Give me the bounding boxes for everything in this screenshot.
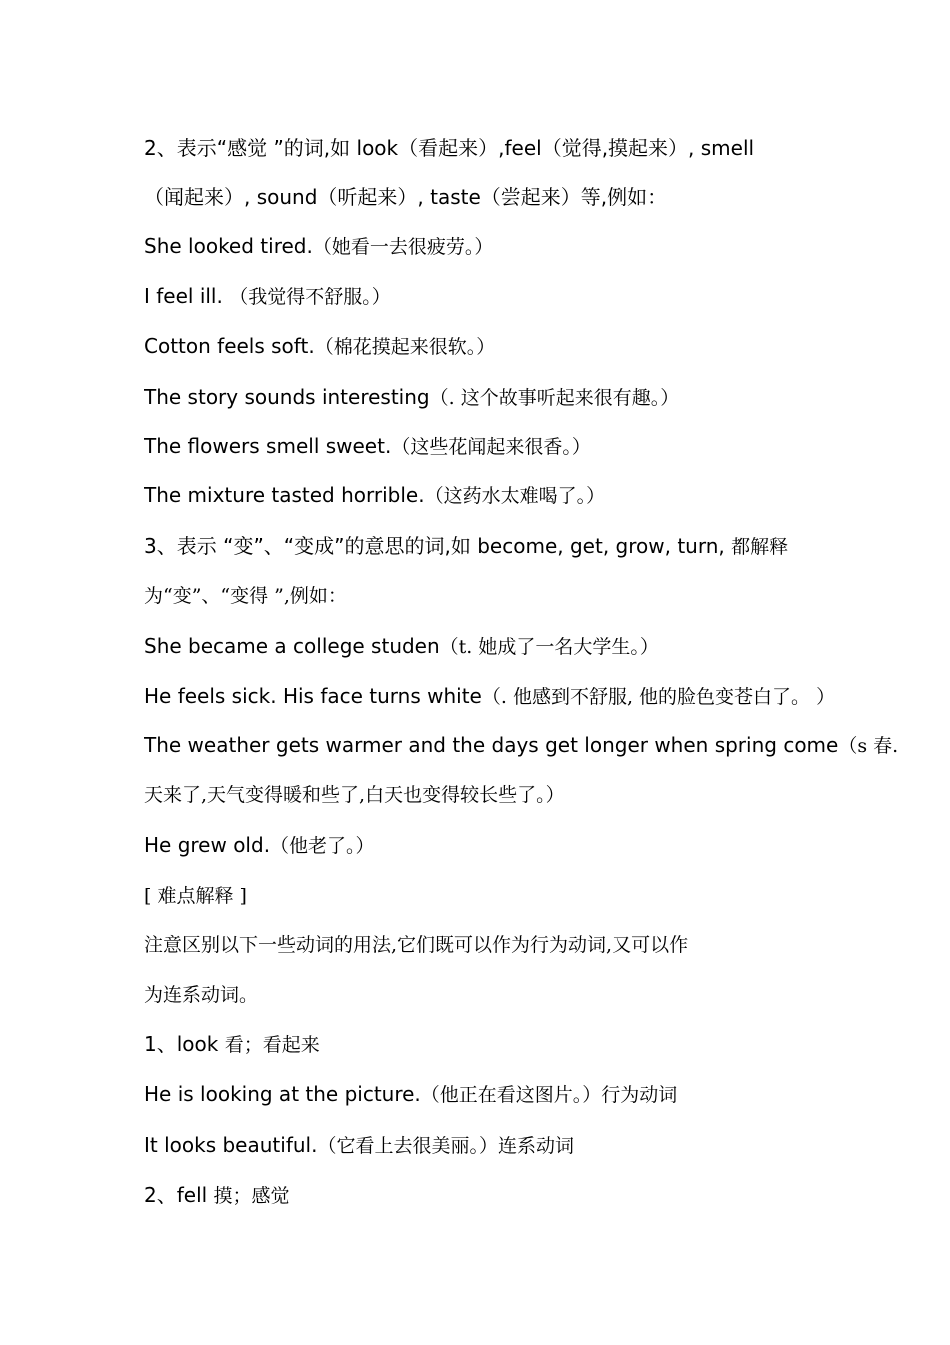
text-line: [144, 281, 950, 311]
text-line: [144, 979, 950, 1009]
line-text-en: It looks beautiful.: [144, 1133, 318, 1157]
text-line: [144, 631, 950, 661]
line-text-zh: （它看上去很美丽。）连系动词: [317, 1135, 574, 1157]
line-text-en: He is looking at the picture.: [144, 1082, 421, 1106]
line-text-zh: （她看一去很疲劳。）: [312, 236, 494, 258]
text-line: [144, 580, 950, 610]
line-text-zh: 看；看起来: [224, 1034, 320, 1056]
text-line: [144, 1079, 950, 1109]
line-text-en: The mixture tasted horrible.: [144, 483, 425, 507]
text-line: [144, 331, 950, 361]
text-line: [144, 133, 950, 163]
text-line: [144, 431, 950, 461]
line-text-zh: 摸；感觉: [213, 1185, 290, 1207]
line-text-zh: （这药水太难喝了。）: [424, 485, 606, 507]
line-text-zh: （. 他感到不舒服, 他的脸色变苍白了。 ）: [481, 686, 836, 708]
text-line: [144, 480, 950, 510]
line-text-en: He feels sick. His face turns white: [144, 684, 482, 708]
line-text-en: 1、look: [144, 1032, 225, 1056]
text-line: [144, 880, 950, 910]
line-text-zh: 为“变”、“变得 ”,例如：: [144, 585, 347, 607]
text-line: [144, 929, 950, 959]
line-text-en: Cotton feels soft.: [144, 334, 315, 358]
line-text-en: The story sounds interesting: [144, 385, 430, 409]
line-text-en: 2、表示“感觉 ”的词,如 look（看起来）,feel（觉得,摸起来）, smell: [144, 136, 755, 160]
text-line: [144, 231, 950, 261]
line-text-en: The flowers smell sweet.: [144, 434, 392, 458]
line-text-zh: （s 春.: [838, 735, 899, 757]
text-line: [144, 681, 950, 711]
line-text-zh: （他老了。）: [270, 835, 375, 857]
text-line: [144, 730, 950, 760]
line-text-zh: [ 难点解释 ]: [144, 885, 247, 907]
line-text-zh: （t. 她成了一名大学生。）: [439, 636, 659, 658]
line-text-en: She looked tired.: [144, 234, 313, 258]
line-text-en: She became a college studen: [144, 634, 440, 658]
line-text-zh: （. 这个故事听起来很有趣。）: [429, 387, 680, 409]
line-text-en: 2、fell: [144, 1183, 214, 1207]
line-text-en: 3、表示 “变”、“变成”的意思的词,如 become, get, grow, turn,: [144, 534, 732, 558]
line-text-zh: 天来了,天气变得暖和些了,白天也变得较长些了。）: [144, 784, 565, 806]
line-text-zh: （棉花摸起来很软。）: [314, 336, 496, 358]
line-text-zh: 注意区别以下一些动词的用法,它们既可以作为行为动词,又可以作: [144, 934, 689, 956]
line-text-zh: （这些花闻起来很香。）: [391, 436, 591, 458]
text-line: [144, 1029, 950, 1059]
text-line: [144, 1130, 950, 1160]
text-line: [144, 830, 950, 860]
line-text-en: He grew old.: [144, 833, 271, 857]
line-text-zh: 为连系动词。: [144, 984, 259, 1006]
text-line: [144, 531, 950, 561]
text-line: [144, 182, 950, 212]
line-text-en: （闻起来）, sound（听起来）, taste（尝起来）等,例如：: [144, 185, 668, 209]
text-line: [144, 1180, 950, 1210]
line-text-zh: 都解释: [731, 536, 789, 558]
text-line: [144, 779, 950, 809]
line-text-zh: （我觉得不舒服。）: [229, 286, 391, 308]
text-line: [144, 382, 950, 412]
line-text-zh: （他正在看这图片。）行为动词: [420, 1084, 678, 1106]
line-text-en: I feel ill.: [144, 284, 230, 308]
line-text-en: The weather gets warmer and the days get longer when spring come: [144, 733, 839, 757]
